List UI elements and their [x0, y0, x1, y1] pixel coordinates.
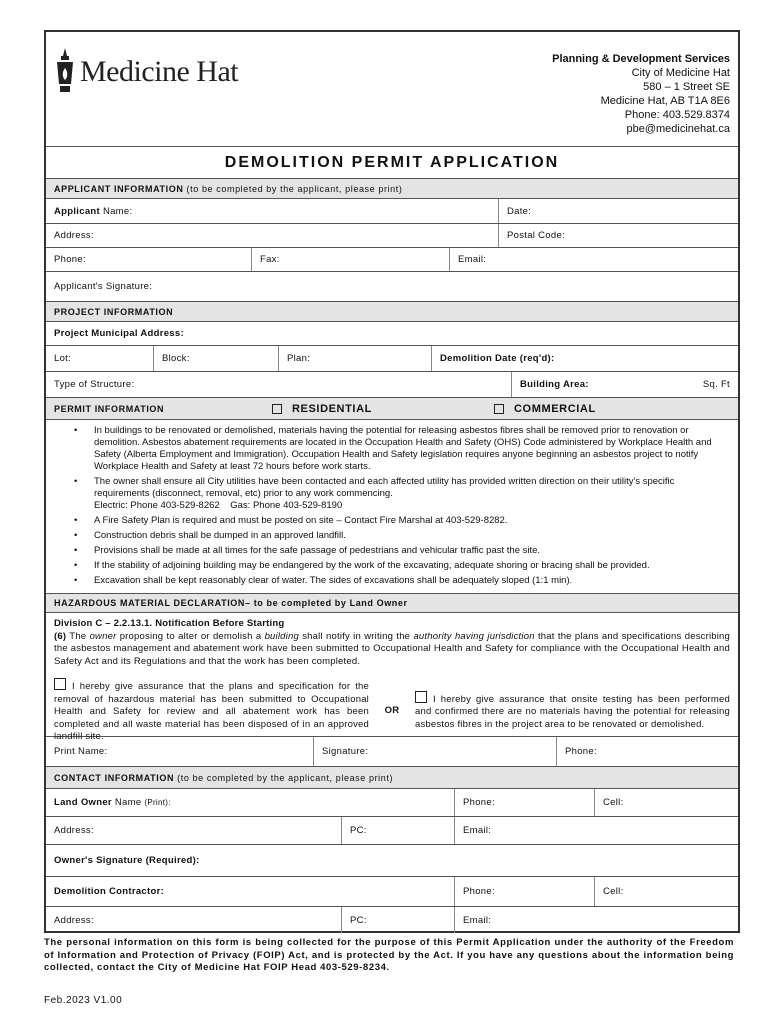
condition-item: • Excavation shall be kept reasonably clear of water. The sides of excavations shall be adequately sloped (1:1 min). [94, 575, 728, 587]
form-version: Feb.2023 V1.00 [44, 995, 123, 1006]
field-label: Name: [102, 205, 133, 217]
field-label: Demolition Date (req'd): [440, 353, 555, 364]
field-label: Type of Structure: [54, 379, 135, 390]
address-line: Medicine Hat, AB T1A 8E6 [600, 95, 730, 107]
unit-label: Sq. Ft [702, 379, 730, 390]
field-label: Print Name: [54, 746, 108, 757]
section-header-permit [46, 398, 738, 420]
field-label: (Print): [144, 798, 171, 807]
letterhead [46, 32, 738, 147]
field-label: Lot: [54, 353, 72, 364]
checkbox-label: COMMERCIAL [514, 402, 596, 415]
section-title: CONTACT INFORMATION [54, 772, 175, 783]
signature-field[interactable] [314, 737, 557, 766]
phone-field[interactable] [46, 248, 252, 271]
applicant-signature-field[interactable] [46, 272, 738, 301]
division-heading: Division C – 2.2.13.1. Notification Before Starting [54, 618, 285, 629]
field-label: Address: [54, 230, 94, 241]
email-field[interactable] [450, 248, 738, 271]
hazard-phone-field[interactable] [557, 737, 738, 766]
section-note: (to be completed by the applicant, please print) [186, 183, 403, 194]
field-label: Building Area: [520, 379, 589, 390]
section-header-project [46, 302, 738, 322]
field-label: Email: [463, 914, 492, 926]
section-header-contact [46, 767, 738, 789]
postal-code-field[interactable] [499, 224, 738, 247]
contractor-phone-field[interactable] [455, 877, 595, 906]
lot-field[interactable] [46, 346, 154, 371]
field-label: Fax: [260, 254, 280, 265]
block-field[interactable] [154, 346, 279, 371]
permit-conditions [46, 420, 738, 594]
department-name: Planning & Development Services [552, 53, 730, 65]
field-label: Phone: [463, 797, 495, 808]
section-title: PROJECT INFORMATION [54, 306, 174, 317]
hazard-declaration [46, 613, 738, 742]
checkbox-icon [494, 404, 504, 414]
section-header-hazard [46, 594, 738, 613]
field-label: Postal Code: [507, 230, 565, 241]
field-label: PC: [350, 825, 367, 836]
date-field[interactable] [499, 199, 738, 223]
option1-checkbox[interactable] [54, 678, 369, 744]
option2-checkbox[interactable] [415, 691, 730, 732]
checkbox-icon [272, 404, 282, 414]
checkbox-icon [54, 678, 66, 690]
address-field[interactable] [46, 224, 499, 247]
field-label: Demolition Contractor: [54, 886, 165, 897]
contractor-pc-field[interactable] [342, 907, 455, 933]
field-label: Owner's Signature (Required): [54, 855, 200, 866]
field-label: Address: [54, 825, 94, 836]
building-area-field[interactable] [512, 372, 738, 397]
field-label: Applicant's Signature: [54, 281, 153, 292]
field-label: Phone: [463, 886, 495, 897]
owner-address-field[interactable] [46, 817, 342, 844]
section-header-applicant [46, 179, 738, 199]
foip-notice: The personal information on this form is being collected for the purpose of this Permit Application under the authority of the Freedom of Information and Protection of Privacy (FOIP) Act, and is protected by the Act. If you have any questions about the information being collected, contact the City of Medicine Hat FOIP Head 403-529-8234. [44, 937, 734, 973]
fax-field[interactable] [252, 248, 450, 271]
utility-phones: Electric: Phone 403-529-8262 Gas: Phone 403-529-8190 [94, 500, 343, 511]
option1-text: I hereby give assurance that the plans and specification for the removal of hazardous material has been submitted to Occupational Health and Safety for review and all abatement work has been completed and all waste material has been disposed of in an approved landfill site. [54, 681, 369, 742]
condition-item: • Construction debris shall be dumped in an approved landfill. [94, 530, 728, 542]
or-label: OR [384, 704, 400, 716]
condition-item: • Provisions shall be made at all times for the safe passage of pedestrians and vehicular traffic past the site. [94, 545, 728, 557]
checkbox-icon [415, 691, 427, 703]
municipal-address-field[interactable] [46, 322, 738, 345]
checkbox-label: RESIDENTIAL [292, 402, 372, 415]
residential-checkbox[interactable] [264, 398, 486, 419]
contractor-cell-field[interactable] [595, 877, 738, 906]
owner-pc-field[interactable] [342, 817, 455, 844]
address-line: Phone: 403.529.8374 [624, 109, 730, 121]
contractor-name-field[interactable] [46, 877, 455, 906]
print-name-field[interactable] [46, 737, 314, 766]
commercial-checkbox[interactable] [486, 398, 738, 419]
owner-signature-field[interactable] [46, 845, 738, 876]
division-text: (6) The owner proposing to alter or demolish a building shall notify in writing the authority having jurisdiction that the plans and specifications describing the asbestos management and abatement work have been submitted to Occupational Health and Safety for compliance with the Occupational Health and Safety Act and its Regulations and that the work has been completed. [54, 630, 731, 667]
address-line: 580 – 1 Street SE [643, 81, 730, 93]
field-label: Cell: [603, 886, 624, 897]
owner-cell-field[interactable] [595, 789, 738, 816]
field-label: Date: [507, 205, 532, 217]
department-address [552, 52, 730, 136]
field-label: PC: [350, 914, 367, 926]
section-title: HAZARDOUS MATERIAL DECLARATION– to be completed by Land Owner [54, 598, 408, 608]
field-label: Applicant [54, 205, 100, 217]
field-label: Name [114, 797, 142, 808]
demolition-date-field[interactable] [432, 346, 738, 371]
owner-email-field[interactable] [455, 817, 738, 844]
city-logo [54, 48, 238, 96]
title-row [46, 147, 738, 179]
structure-type-field[interactable] [46, 372, 512, 397]
section-note: (to be completed by the applicant, please print) [177, 772, 394, 783]
contractor-email-field[interactable] [455, 907, 738, 933]
field-label: Land Owner [54, 797, 112, 808]
land-owner-name-field[interactable] [46, 789, 455, 816]
page-title: DEMOLITION PERMIT APPLICATION [224, 153, 560, 171]
owner-phone-field[interactable] [455, 789, 595, 816]
option2-text: I hereby give assurance that onsite testing has been performed and confirmed there are no materials having the potential for releasing asbestos fibres in the project area to be renovated or demolished. [415, 693, 730, 730]
section-title: APPLICANT INFORMATION [54, 183, 184, 194]
address-line: pbe@medicinehat.ca [626, 123, 730, 135]
lantern-icon [54, 48, 76, 96]
field-label: Project Municipal Address: [54, 328, 184, 339]
field-label: Block: [162, 353, 190, 364]
applicant-name-field[interactable] [46, 199, 499, 223]
demolition-permit-form [44, 30, 740, 933]
field-label: Plan: [287, 353, 311, 364]
condition-item: • If the stability of adjoining building may be endangered by the work of the excavating, adequate shoring or bracing shall be provided. [94, 560, 728, 572]
field-label: Email: [458, 254, 487, 265]
section-title: PERMIT INFORMATION [54, 403, 165, 414]
logo-text: Medicine Hat [80, 55, 239, 88]
contractor-address-field[interactable] [46, 907, 342, 933]
field-label: Address: [54, 914, 94, 926]
field-label: Phone: [565, 746, 597, 757]
condition-item: • In buildings to be renovated or demolished, materials having the potential for releasing asbestos fibres shall be removed prior to renovation or demolition. Asbestos abatement requirements are located in the Occupation Health and Safety (OHS) Code administered by Workplace Health and Safety (Alberta Employment and Immigration). Occupation Health and Safety legislation requires anyone beginning an asbestos project to notify Workplace Health and Safety at least 72 hours before work starts. [94, 425, 728, 473]
plan-field[interactable] [279, 346, 432, 371]
field-label: Cell: [603, 797, 624, 808]
address-line: City of Medicine Hat [631, 67, 730, 79]
condition-item: • A Fire Safety Plan is required and must be posted on site – Contact Fire Marshal at 403-529-8282. [94, 515, 728, 527]
condition-item: • The owner shall ensure all City utilities have been contacted and each affected utility has provided written direction on their utility's specific requirements (disconnect, removal, etc) prior to any work commencing. Electric: Phone 403-529-8262 Gas: Phone 403-529-8190 [94, 476, 728, 512]
field-label: Phone: [54, 254, 86, 265]
field-label: Email: [463, 825, 492, 836]
field-label: Signature: [322, 746, 369, 757]
